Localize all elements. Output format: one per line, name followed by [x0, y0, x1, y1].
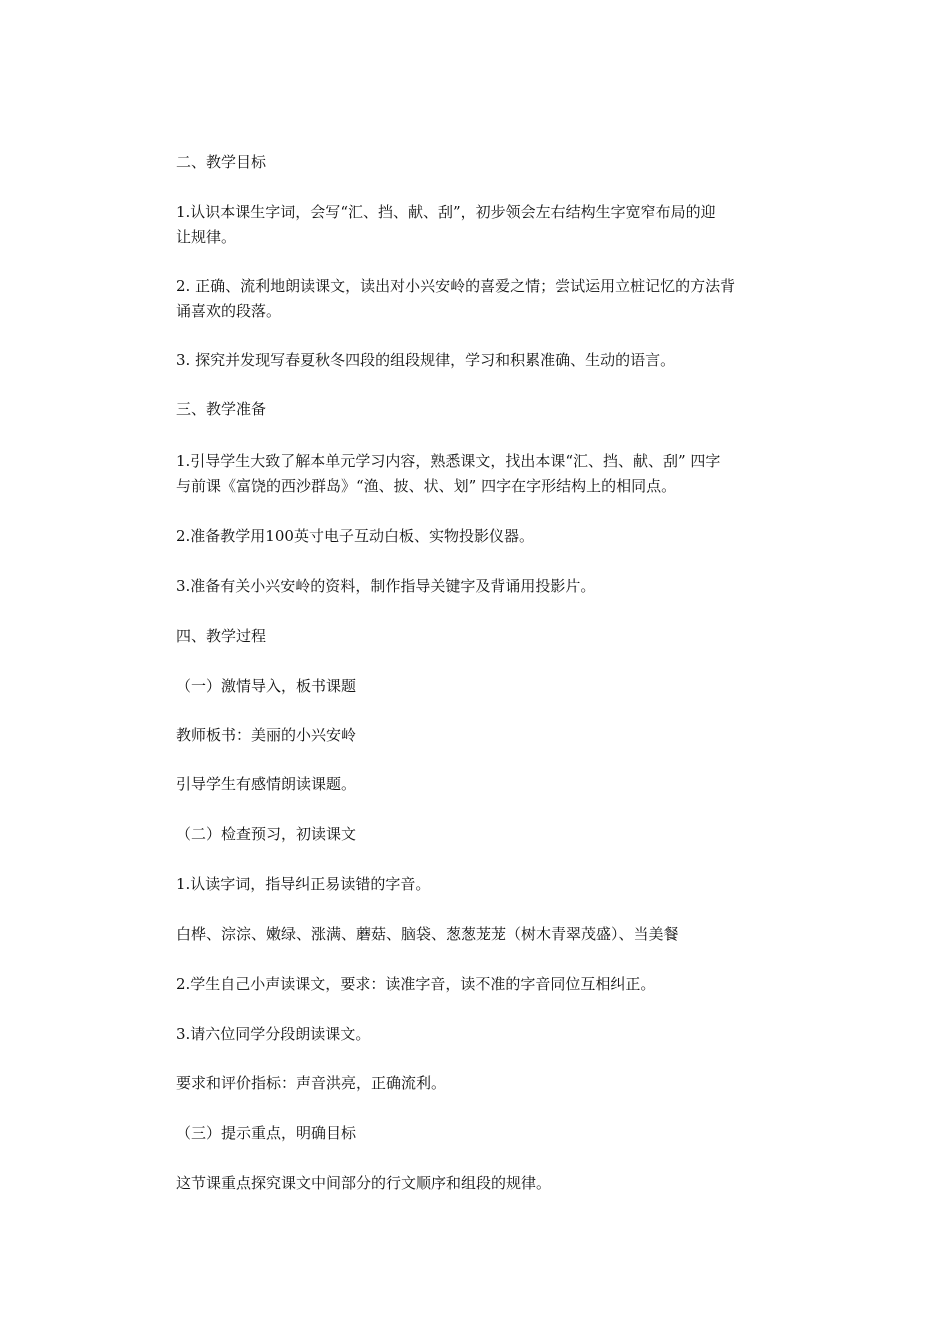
heading-teaching-prep: 三、教学准备 [176, 400, 267, 418]
goal-3: 3. 探究并发现写春夏秋冬四段的组段规律，学习和积累准确、生动的语言。 [176, 351, 676, 369]
section-1-board: 教师板书：美丽的小兴安岭 [176, 726, 357, 744]
goal-1-line-1: 1.认识本课生字词，会写“汇、挡、献、刮”，初步领会左右结构生字宽窄布局的迎 [176, 203, 716, 221]
heading-teaching-goals: 二、教学目标 [176, 153, 267, 171]
prep-1-line-2: 与前课《富饶的西沙群岛》“渔、披、状、划” 四字在字形结构上的相同点。 [176, 477, 677, 495]
section-2-item-1: 1.认读字词，指导纠正易读错的字音。 [176, 875, 431, 893]
section-1-title: （一）激情导入，板书课题 [176, 677, 357, 695]
section-2-item-3: 3.请六位同学分段朗读课文。 [176, 1025, 371, 1043]
section-3-focus: 这节课重点探究课文中间部分的行文顺序和组段的规律。 [176, 1174, 552, 1192]
prep-3: 3.准备有关小兴安岭的资料，制作指导关键字及背诵用投影片。 [176, 577, 596, 595]
section-2-requirements: 要求和评价指标：声音洪亮，正确流利。 [176, 1074, 447, 1092]
goal-1-line-2: 让规律。 [176, 228, 237, 246]
section-2-title: （二）检查预习，初读课文 [176, 825, 357, 843]
goal-2-line-1: 2. 正确、流利地朗读课文，读出对小兴安岭的喜爱之情；尝试运用立桩记忆的方法背 [176, 277, 736, 295]
prep-2: 2.准备教学用100英寸电子互动白板、实物投影仪器。 [176, 527, 534, 545]
section-2-words: 白桦、淙淙、嫩绿、涨满、蘑菇、脑袋、葱葱茏茏（树木青翠茂盛）、当美餐 [176, 925, 679, 943]
section-3-title: （三）提示重点，明确目标 [176, 1124, 357, 1142]
goal-2-line-2: 诵喜欢的段落。 [176, 302, 282, 320]
section-1-read: 引导学生有感情朗读课题。 [176, 775, 357, 793]
prep-1-line-1: 1.引导学生大致了解本单元学习内容，熟悉课文，找出本课“汇、挡、献、刮” 四字 [176, 452, 721, 470]
heading-teaching-process: 四、教学过程 [176, 627, 267, 645]
section-2-item-2: 2.学生自己小声读课文，要求：读准字音，读不准的字音同位互相纠正。 [176, 975, 656, 993]
